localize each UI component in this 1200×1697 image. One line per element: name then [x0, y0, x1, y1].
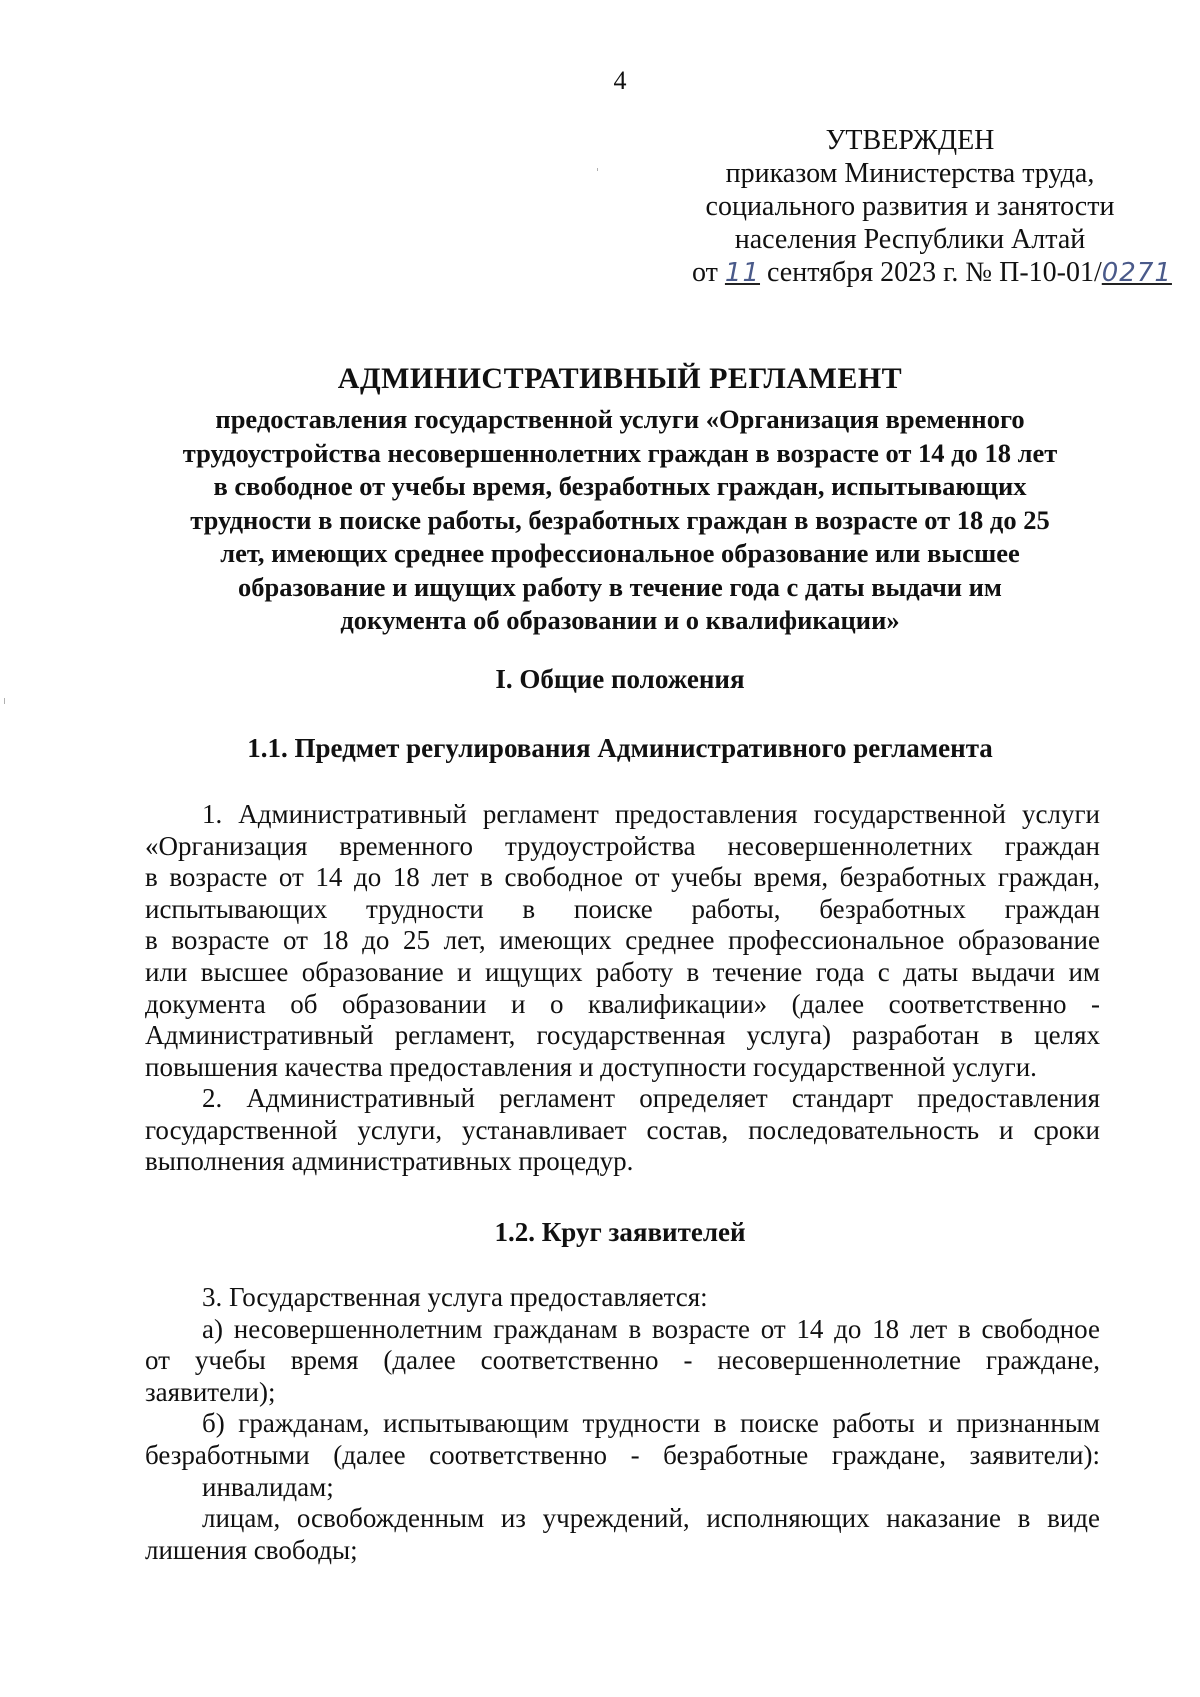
paragraph-line: инвалидам;	[202, 1471, 334, 1502]
document-title: АДМИНИСТРАТИВНЫЙ РЕГЛАМЕНТ	[337, 362, 903, 395]
paragraph-3	[145, 1282, 1100, 1566]
order-prefix: от	[692, 257, 718, 288]
paragraph-2	[145, 1083, 1100, 1178]
paragraph-line: государственной услуги, устанавливает состав, последовательность и сроки	[145, 1114, 1100, 1145]
subtitle-line: лет, имеющих среднее профессиональное образование или высшее	[220, 538, 1020, 568]
subsection-heading-applicants: 1.2. Круг заявителей	[494, 1217, 746, 1247]
paragraph-line: в возрасте от 18 до 25 лет, имеющих среднее профессиональное образование	[145, 925, 1100, 956]
paragraph-1	[145, 799, 1100, 1083]
paragraph-line: 2. Административный регламент определяет стандарт предоставления	[202, 1083, 1100, 1113]
paragraph-line: выполнения административных процедур.	[145, 1146, 634, 1177]
paragraph-line: от учебы время (далее соответственно - несовершеннолетние граждане,	[145, 1345, 1100, 1376]
paragraph-line: в возрасте от 14 до 18 лет в свободное от учебы время, безработных граждан,	[145, 862, 1100, 893]
subtitle-line: предоставления государственной услуги «Организация временного	[215, 404, 1025, 434]
subtitle-line: документа об образовании и о квалификации»	[340, 605, 900, 635]
page-number: 4	[613, 66, 627, 95]
approval-line-2: социального развития и занятости	[705, 191, 1115, 222]
paragraph-line: документа об образовании и о квалификации» (далее соответственно -	[145, 988, 1100, 1019]
subtitle-line: трудности в поиске работы, безработных граждан в возрасте от 18 до 25	[190, 504, 1050, 535]
scan-speck	[597, 168, 598, 171]
paragraph-line: б) гражданам, испытывающим трудности в поиске работы и признанным	[202, 1408, 1100, 1439]
paragraph-line: 1. Административный регламент предоставления государственной услуги	[202, 799, 1100, 829]
order-reference	[642, 256, 1200, 290]
paragraph-line: заявители);	[145, 1376, 276, 1407]
handwritten-order-day: 11	[724, 258, 761, 288]
paragraph-line: повышения качества предоставления и доступности государственной услуги.	[145, 1051, 1037, 1082]
order-middle: сентября 2023 г. № П-10-01/	[767, 257, 1102, 288]
paragraph-line: лицам, освобожденным из учреждений, исполняющих наказание в виде	[202, 1503, 1100, 1534]
paragraph-line: испытывающих трудности в поиске работы, безработных граждан	[145, 893, 1100, 924]
document-subtitle	[140, 403, 1100, 638]
section-heading-general: I. Общие положения	[495, 664, 745, 694]
paragraph-line: «Организация временного трудоустройства несовершеннолетних граждан	[145, 830, 1100, 861]
subsection-heading-subject: 1.1. Предмет регулирования Административного регламента	[247, 733, 993, 763]
scan-speck	[4, 698, 5, 704]
paragraph-line: или высшее образование и ищущих работу в течение года с даты выдачи им	[145, 956, 1100, 987]
approval-stamp	[620, 124, 1200, 290]
approved-label: УТВЕРЖДЕН	[825, 125, 995, 156]
paragraph-line: лишения свободы;	[145, 1534, 358, 1565]
paragraph-line: 3. Государственная услуга предоставляется:	[202, 1282, 708, 1312]
subtitle-line: трудоустройства несовершеннолетних граждан в возрасте от 14 до 18 лет	[182, 437, 1058, 468]
paragraph-line: безработными (далее соответственно - безработные граждане, заявители):	[145, 1439, 1100, 1470]
approval-line-1: приказом Министерства труда,	[725, 158, 1095, 189]
paragraph-line: Административный регламент, государственная услуга) разработан в целях	[145, 1020, 1100, 1051]
handwritten-order-number: 0271	[1101, 258, 1172, 288]
paragraph-line: а) несовершеннолетним гражданам в возрасте от 14 до 18 лет в свободное	[202, 1313, 1100, 1344]
subtitle-line: образование и ищущих работу в течение года с даты выдачи им	[238, 571, 1002, 602]
approval-line-3: населения Республики Алтай	[734, 224, 1086, 255]
subtitle-line: в свободное от учебы время, безработных граждан, испытывающих	[213, 471, 1027, 501]
